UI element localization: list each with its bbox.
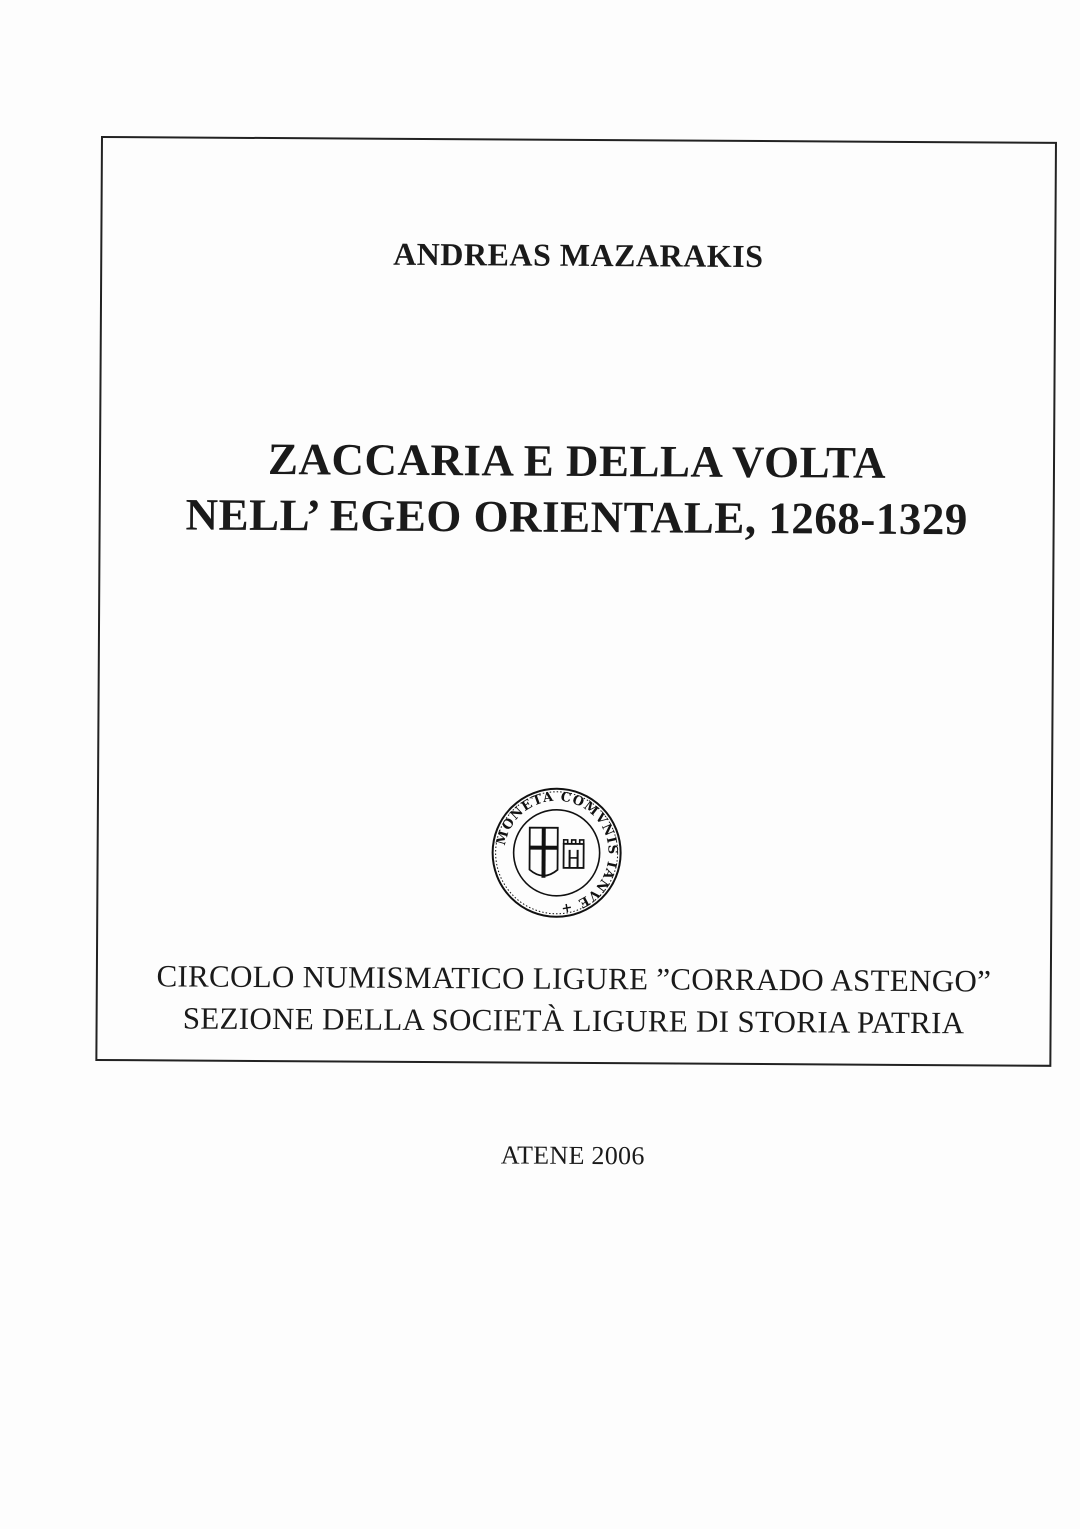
svg-text:MONETA COMVNIS IANVE +: MONETA COMVNIS IANVE + [493, 789, 620, 916]
title-line-1: ZACCARIA E DELLA VOLTA [267, 434, 887, 488]
title-line-2: NELL’ EGEO ORIENTALE, 1268-1329 [185, 489, 968, 545]
cover-frame [95, 136, 1057, 1171]
coin-seal-icon [489, 785, 624, 920]
publisher-line-1: CIRCOLO NUMISMATICO LIGURE ”CORRADO ASTENGO” [156, 958, 992, 999]
place-and-year: ATENE 2006 [500, 1140, 645, 1171]
publisher [97, 955, 1049, 1045]
author-name: ANDREAS MAZARAKIS [393, 235, 764, 275]
book-title [101, 430, 1054, 548]
publisher-line-2: SEZIONE DELLA SOCIETÀ LIGURE DI STORIA PATRIA [182, 1000, 965, 1041]
